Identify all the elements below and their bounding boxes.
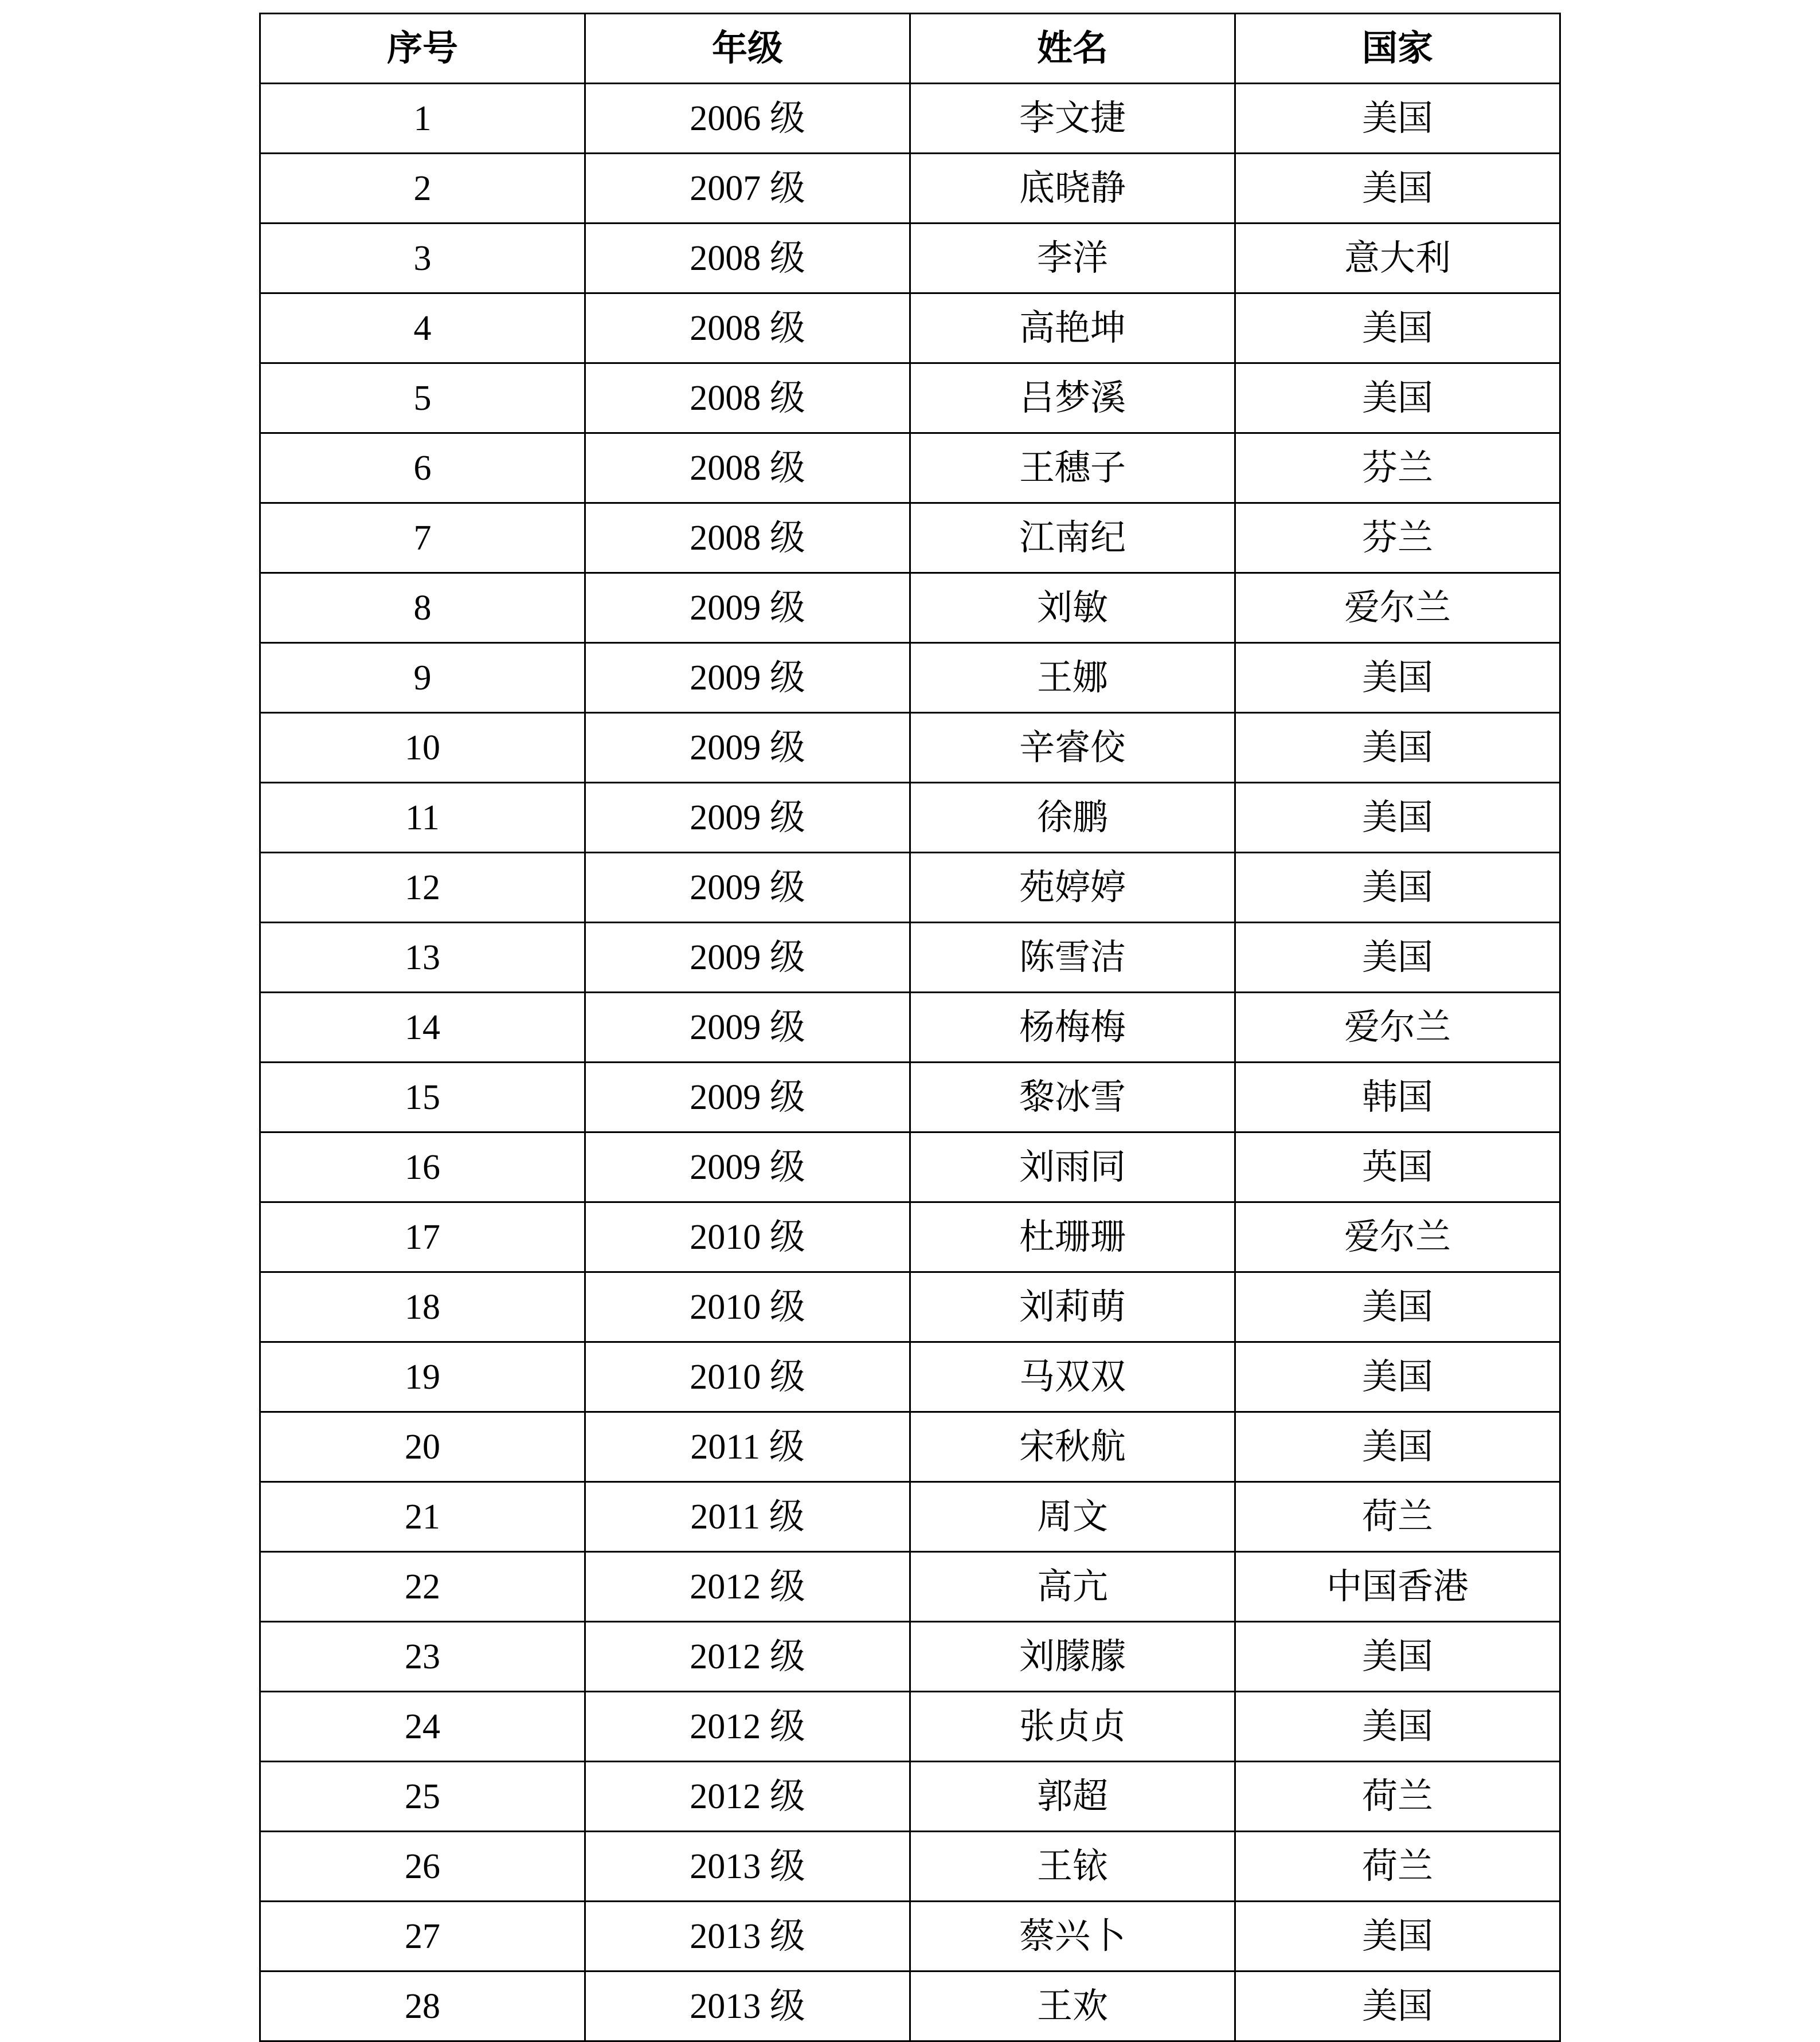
table-body xyxy=(260,84,1560,2041)
cell-index: 12 xyxy=(260,853,585,923)
cell-grade: 2009 级 xyxy=(585,1132,910,1202)
cell-name: 吕梦溪 xyxy=(910,363,1235,433)
table-header xyxy=(260,14,1560,84)
cell-name: 辛睿佼 xyxy=(910,713,1235,783)
table-row xyxy=(260,783,1560,853)
table-row xyxy=(260,1063,1560,1132)
cell-index: 15 xyxy=(260,1063,585,1132)
cell-index: 24 xyxy=(260,1692,585,1762)
cell-grade: 2008 级 xyxy=(585,363,910,433)
cell-name: 徐鹏 xyxy=(910,783,1235,853)
cell-country: 芬兰 xyxy=(1235,433,1560,503)
cell-index: 3 xyxy=(260,224,585,293)
cell-grade: 2008 级 xyxy=(585,224,910,293)
cell-index: 25 xyxy=(260,1762,585,1832)
table-row xyxy=(260,1482,1560,1552)
table-row xyxy=(260,154,1560,224)
table-row xyxy=(260,1272,1560,1342)
column-header-grade: 年级 xyxy=(585,14,910,84)
table-row xyxy=(260,224,1560,293)
cell-name: 刘朦朦 xyxy=(910,1622,1235,1692)
cell-country: 美国 xyxy=(1235,853,1560,923)
table-row xyxy=(260,433,1560,503)
table-row xyxy=(260,1692,1560,1762)
column-header-index: 序号 xyxy=(260,14,585,84)
table-row xyxy=(260,1762,1560,1832)
cell-index: 4 xyxy=(260,293,585,363)
cell-country: 韩国 xyxy=(1235,1063,1560,1132)
cell-country: 芬兰 xyxy=(1235,503,1560,573)
cell-index: 21 xyxy=(260,1482,585,1552)
cell-grade: 2010 级 xyxy=(585,1202,910,1272)
table-row xyxy=(260,1342,1560,1412)
cell-index: 18 xyxy=(260,1272,585,1342)
cell-name: 刘莉萌 xyxy=(910,1272,1235,1342)
cell-grade: 2009 级 xyxy=(585,923,910,993)
cell-name: 李洋 xyxy=(910,224,1235,293)
cell-index: 9 xyxy=(260,643,585,713)
cell-country: 爱尔兰 xyxy=(1235,993,1560,1063)
cell-index: 11 xyxy=(260,783,585,853)
cell-grade: 2012 级 xyxy=(585,1622,910,1692)
table-row xyxy=(260,1622,1560,1692)
cell-index: 2 xyxy=(260,154,585,224)
cell-name: 郭超 xyxy=(910,1762,1235,1832)
table-row xyxy=(260,1832,1560,1902)
cell-name: 周文 xyxy=(910,1482,1235,1552)
cell-grade: 2006 级 xyxy=(585,84,910,154)
cell-index: 28 xyxy=(260,1972,585,2041)
table-row xyxy=(260,1132,1560,1202)
cell-grade: 2012 级 xyxy=(585,1552,910,1622)
cell-grade: 2009 级 xyxy=(585,783,910,853)
cell-grade: 2013 级 xyxy=(585,1972,910,2041)
cell-name: 陈雪洁 xyxy=(910,923,1235,993)
table-row xyxy=(260,293,1560,363)
column-header-country: 国家 xyxy=(1235,14,1560,84)
cell-country: 美国 xyxy=(1235,783,1560,853)
table-row xyxy=(260,573,1560,643)
cell-name: 高艳坤 xyxy=(910,293,1235,363)
cell-country: 美国 xyxy=(1235,363,1560,433)
cell-name: 苑婷婷 xyxy=(910,853,1235,923)
cell-name: 宋秋航 xyxy=(910,1412,1235,1482)
cell-country: 美国 xyxy=(1235,1622,1560,1692)
cell-grade: 2009 级 xyxy=(585,993,910,1063)
cell-country: 美国 xyxy=(1235,1272,1560,1342)
cell-name: 李文捷 xyxy=(910,84,1235,154)
column-header-name: 姓名 xyxy=(910,14,1235,84)
cell-country: 意大利 xyxy=(1235,224,1560,293)
cell-country: 荷兰 xyxy=(1235,1482,1560,1552)
table-row xyxy=(260,643,1560,713)
cell-country: 英国 xyxy=(1235,1132,1560,1202)
table-row xyxy=(260,1412,1560,1482)
cell-name: 蔡兴卜 xyxy=(910,1902,1235,1972)
cell-name: 王欢 xyxy=(910,1972,1235,2041)
cell-country: 荷兰 xyxy=(1235,1832,1560,1902)
cell-name: 杜珊珊 xyxy=(910,1202,1235,1272)
cell-grade: 2009 级 xyxy=(585,713,910,783)
cell-index: 7 xyxy=(260,503,585,573)
cell-grade: 2011 级 xyxy=(585,1482,910,1552)
cell-index: 16 xyxy=(260,1132,585,1202)
cell-country: 中国香港 xyxy=(1235,1552,1560,1622)
cell-grade: 2007 级 xyxy=(585,154,910,224)
cell-name: 高亢 xyxy=(910,1552,1235,1622)
cell-name: 底晓静 xyxy=(910,154,1235,224)
cell-name: 王穗子 xyxy=(910,433,1235,503)
table-row xyxy=(260,503,1560,573)
table-row xyxy=(260,1202,1560,1272)
cell-index: 13 xyxy=(260,923,585,993)
cell-name: 马双双 xyxy=(910,1342,1235,1412)
cell-country: 美国 xyxy=(1235,1692,1560,1762)
cell-index: 14 xyxy=(260,993,585,1063)
cell-grade: 2008 级 xyxy=(585,293,910,363)
cell-country: 美国 xyxy=(1235,1902,1560,1972)
cell-index: 17 xyxy=(260,1202,585,1272)
cell-country: 爱尔兰 xyxy=(1235,1202,1560,1272)
cell-index: 26 xyxy=(260,1832,585,1902)
cell-grade: 2008 级 xyxy=(585,503,910,573)
header-row xyxy=(260,14,1560,84)
table-row xyxy=(260,993,1560,1063)
cell-country: 美国 xyxy=(1235,1972,1560,2041)
table-row xyxy=(260,713,1560,783)
cell-grade: 2009 级 xyxy=(585,573,910,643)
cell-grade: 2013 级 xyxy=(585,1902,910,1972)
students-table xyxy=(259,13,1561,2042)
cell-country: 美国 xyxy=(1235,1412,1560,1482)
cell-index: 6 xyxy=(260,433,585,503)
cell-grade: 2009 级 xyxy=(585,853,910,923)
cell-grade: 2009 级 xyxy=(585,1063,910,1132)
cell-name: 江南纪 xyxy=(910,503,1235,573)
cell-name: 张贞贞 xyxy=(910,1692,1235,1762)
cell-grade: 2012 级 xyxy=(585,1762,910,1832)
cell-index: 22 xyxy=(260,1552,585,1622)
cell-country: 爱尔兰 xyxy=(1235,573,1560,643)
cell-country: 美国 xyxy=(1235,923,1560,993)
cell-country: 美国 xyxy=(1235,84,1560,154)
cell-grade: 2011 级 xyxy=(585,1412,910,1482)
cell-index: 10 xyxy=(260,713,585,783)
cell-country: 美国 xyxy=(1235,1342,1560,1412)
table-row xyxy=(260,853,1560,923)
table-row xyxy=(260,923,1560,993)
cell-grade: 2010 级 xyxy=(585,1272,910,1342)
table-row xyxy=(260,1902,1560,1972)
cell-grade: 2008 级 xyxy=(585,433,910,503)
cell-name: 黎冰雪 xyxy=(910,1063,1235,1132)
cell-index: 19 xyxy=(260,1342,585,1412)
cell-name: 刘雨同 xyxy=(910,1132,1235,1202)
cell-index: 23 xyxy=(260,1622,585,1692)
table-row xyxy=(260,84,1560,154)
table-row xyxy=(260,1552,1560,1622)
cell-name: 王娜 xyxy=(910,643,1235,713)
cell-index: 1 xyxy=(260,84,585,154)
cell-index: 5 xyxy=(260,363,585,433)
cell-index: 8 xyxy=(260,573,585,643)
cell-country: 美国 xyxy=(1235,293,1560,363)
cell-country: 美国 xyxy=(1235,643,1560,713)
cell-country: 美国 xyxy=(1235,154,1560,224)
cell-grade: 2012 级 xyxy=(585,1692,910,1762)
cell-country: 美国 xyxy=(1235,713,1560,783)
cell-index: 27 xyxy=(260,1902,585,1972)
cell-grade: 2010 级 xyxy=(585,1342,910,1412)
table-row xyxy=(260,1972,1560,2041)
cell-index: 20 xyxy=(260,1412,585,1482)
cell-grade: 2013 级 xyxy=(585,1832,910,1902)
cell-grade: 2009 级 xyxy=(585,643,910,713)
cell-name: 王铱 xyxy=(910,1832,1235,1902)
cell-name: 杨梅梅 xyxy=(910,993,1235,1063)
cell-country: 荷兰 xyxy=(1235,1762,1560,1832)
cell-name: 刘敏 xyxy=(910,573,1235,643)
table-row xyxy=(260,363,1560,433)
